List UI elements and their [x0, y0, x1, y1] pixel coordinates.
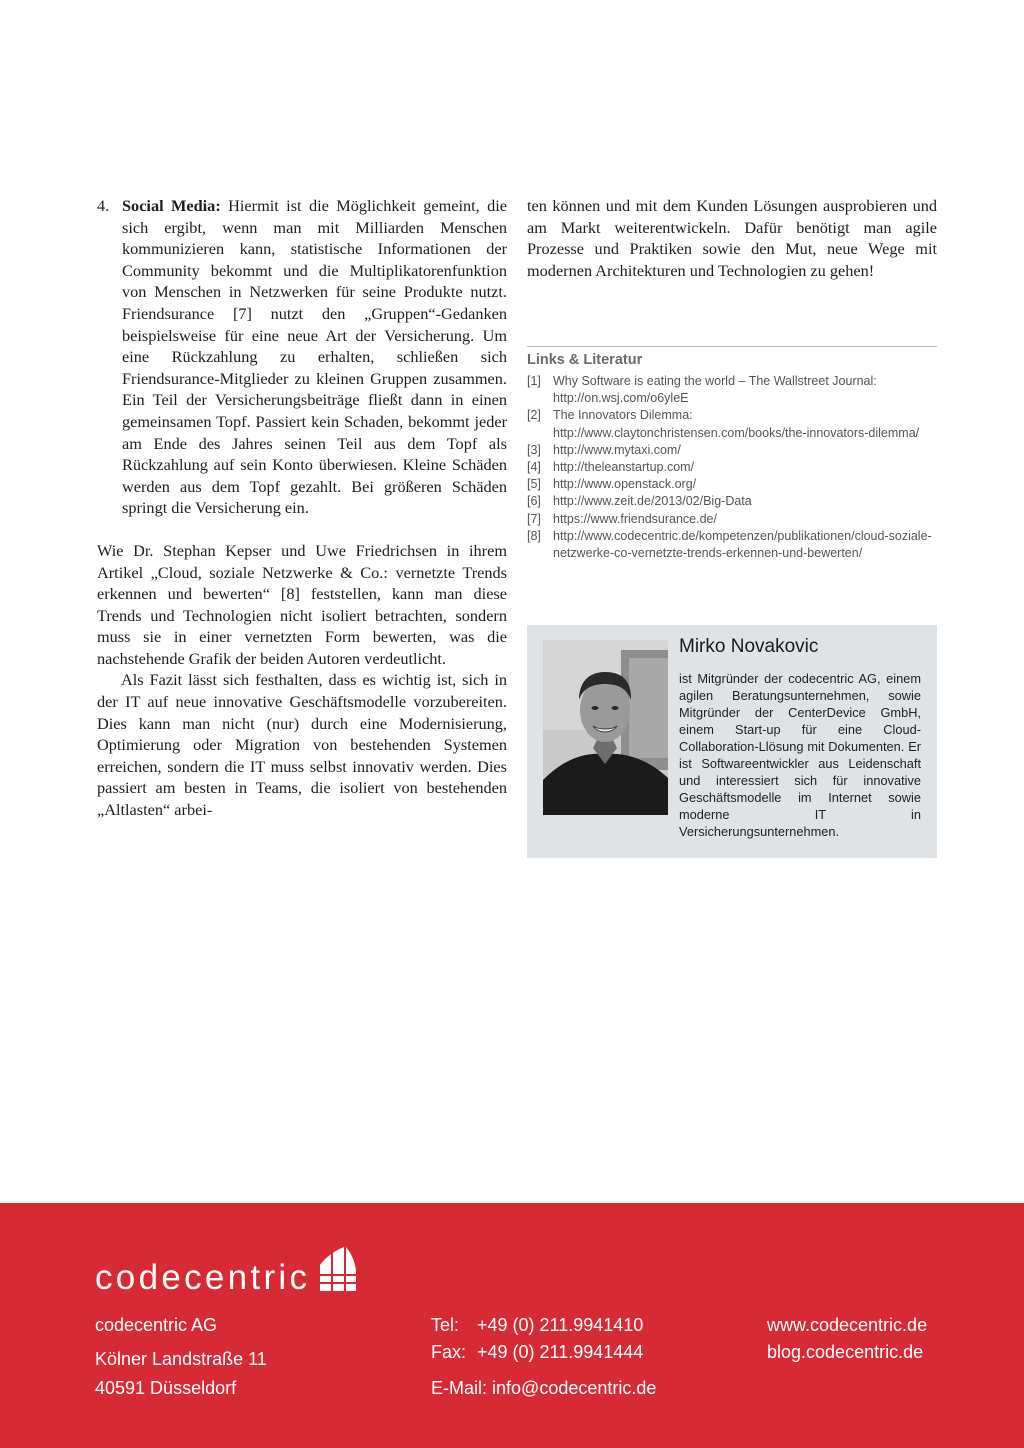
footer-tel: +49 (0) 211.9941410 [477, 1315, 644, 1335]
footer-fax-label: Fax: [431, 1342, 467, 1362]
list-number: 4. [97, 196, 110, 215]
right-column [527, 195, 937, 281]
reference-link[interactable]: http://www.codecentric.de/kompetenzen/publikationen/cloud-soziale-netzwerke-co-vernetzte-trends-erkennen-und-bewerten/ [553, 528, 932, 561]
author-photo [543, 640, 668, 815]
footer [0, 1203, 1024, 1448]
reference-item [527, 442, 937, 459]
body-paragraph-1: Wie Dr. Stephan Kepser und Uwe Friedrichsen in ihrem Artikel „Cloud, soziale Netzwerke & Co.: vernetzte Trends erkennen und bewerten“ [8] feststellen, kann man diese Trends und Technologien nicht isoliert betrachten, sondern muss sie in einer vernetzten Form bewerten, was die nachstehende Grafik der beiden Autoren verdeutlicht. [97, 540, 507, 668]
references-list [527, 373, 937, 562]
reference-link[interactable]: The Innovators Dilemma: http://www.claytonchristensen.com/books/the-innovators-dilemma/ [553, 408, 920, 440]
list-term: Social Media: [122, 196, 221, 215]
footer-blog-link[interactable]: blog.codecentric.de [767, 1342, 924, 1362]
left-column [97, 195, 507, 821]
author-box [527, 625, 937, 858]
reference-number: [3] [527, 442, 541, 457]
reference-number: [7] [527, 511, 541, 526]
footer-website-link[interactable]: www.codecentric.de [767, 1315, 928, 1335]
reference-link[interactable]: http://www.mytaxi.com/ [553, 442, 681, 457]
reference-item [527, 407, 937, 441]
reference-link[interactable]: Why Software is eating the world – The Wallstreet Journal: http://on.wsj.com/o6yleE [553, 374, 877, 406]
references-title: Links & Literatur [527, 352, 643, 368]
reference-item [527, 476, 937, 493]
footer-email-label: E-Mail: [431, 1378, 488, 1398]
footer-company: codecentric AG [95, 1315, 218, 1335]
logo-mark-icon [318, 1245, 358, 1293]
reference-link[interactable]: http://www.openstack.org/ [553, 477, 697, 492]
reference-number: [2] [527, 408, 541, 423]
list-item-social-media [97, 195, 507, 519]
footer-email-link[interactable]: info@codecentric.de [492, 1378, 657, 1398]
codecentric-logo [95, 1237, 358, 1295]
references-divider [527, 346, 937, 347]
body-paragraph-2: Als Fazit lässt sich festhalten, dass es wichtig ist, sich in der IT auf neue innovative Geschäftsmodelle vorzubereiten. Dies kann man nicht (nur) durch eine Modernisierung, Optimierung oder Migration von bestehenden Systemen erreichen, sondern die IT muss selbst innovativ werden. Dies passiert am besten in Teams, die isoliert von bestehenden „Altlasten“ arbei- [97, 670, 507, 820]
list-text: Hiermit ist die Möglichkeit gemeint, die sich ergibt, wenn man mit Milliarden Menschen kommunizieren kann, statistische Informationen der Community bekommt und die Multiplikatorenfunktion von Menschen in Netzwerken für seine Produkte nutzt. Friendsurance [7] nutzt den „Gruppen“-Gedanken beispielsweise für eine neue Art der Versicherung. Um eine Rückzahlung zu erhalten, schließen sich Friendsurance-Mitglieder zu kleinen Gruppen zusammen. Ein Teil der Versicherungsbeiträge fließt dann in einen gemeinsamen Topf. Passiert kein Schaden, bekommt jeder am Ende des Jahres seinen Teil aus dem Topf als Rückzahlung auf sein Konto überwiesen. Kleine Schäden werden aus dem Topf gezahlt. Bei größeren Schäden springt die Versicherung ein. [122, 196, 508, 518]
author-bio: ist Mitgründer der codecentric AG, einem agilen Beratungsunternehmen, sowie Mitgründer der CenterDevice GmbH, einem Start-up für eine Cloud-Collaboration-Llösung mit Dokumenten. Er ist Softwareentwickler aus Leidenschaft und interessiert sich für innovative Geschäftsmodelle im Internet sowie moderne IT in Versicherungsunternehmen. [679, 671, 921, 839]
reference-link[interactable]: http://www.zeit.de/2013/02/Big-Data [553, 494, 752, 509]
reference-link[interactable]: https://www.friendsurance.de/ [553, 511, 717, 526]
footer-fax: +49 (0) 211.9941444 [477, 1342, 644, 1362]
body-paragraph-continuation: ten können und mit dem Kunden Lösungen ausprobieren und am Markt weiterentwickeln. Dafür benötigt man agile Prozesse und Praktiken sowie den Mut, neue Wege mit modernen Architekturen und Technologien zu gehen! [527, 196, 937, 280]
reference-number: [6] [527, 494, 541, 509]
footer-city: 40591 Düsseldorf [95, 1378, 237, 1398]
reference-number: [4] [527, 460, 541, 475]
reference-number: [1] [527, 374, 541, 388]
author-name: Mirko Novakovic [679, 636, 819, 657]
footer-street: Kölner Landstraße 11 [95, 1349, 267, 1369]
reference-number: [5] [527, 477, 541, 492]
footer-tel-label: Tel: [431, 1315, 460, 1335]
reference-item [527, 528, 937, 562]
references-section [527, 352, 937, 562]
reference-link[interactable]: http://theleanstartup.com/ [553, 460, 695, 475]
reference-item [527, 459, 937, 476]
footer-email-line [431, 1378, 656, 1399]
reference-item [527, 511, 937, 528]
reference-number: [8] [527, 528, 541, 543]
logo-wordmark: codecentric [95, 1258, 311, 1297]
reference-item [527, 493, 937, 510]
reference-item [527, 373, 937, 407]
